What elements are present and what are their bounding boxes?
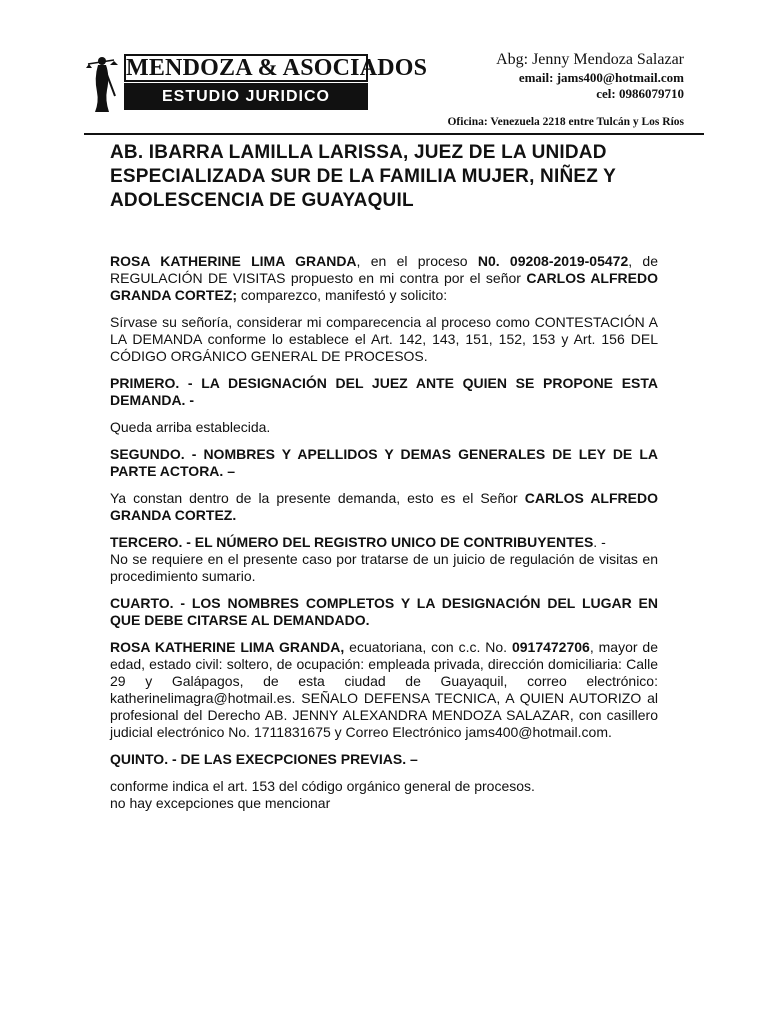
tercero-heading-tail: . -	[593, 534, 606, 550]
firm-subtitle: ESTUDIO JURIDICO	[124, 83, 368, 110]
cuarto-text-2: , mayor de edad, estado civil: soltero, de ocupación: empleada privada, dirección domiciliaria: Calle 29 y Galápagos, de esta ciudad de Guayaquil, correo electrónico: katherinelimagra@hotmail.es. SEÑALO DEFENSA TECNICA, A QUIEN AUTORIZO al profesional del Derecho AB. JENNY ALEXANDRA MENDOZA SALAZAR, con casillero judicial electrónico No. 1711831675 y Correo Electrónico jams400@hotmail.com.	[110, 639, 658, 740]
section-cuarto-heading: CUARTO. - LOS NOMBRES COMPLETOS Y LA DESIGNACIÓN DEL LUGAR EN QUE DEBE CITARSE AL DEMANDADO.	[110, 595, 658, 628]
attorney-phone: cel: 0986079710	[596, 86, 684, 101]
document-body	[110, 141, 658, 812]
contact-block	[496, 50, 684, 102]
intro-text-2: , de REGULACIÓN DE VISITAS propuesto en mi contra por el señor	[110, 253, 658, 286]
firm-name: MENDOZA & ASOCIADOS	[126, 55, 428, 81]
intro-paragraph	[110, 253, 658, 304]
section-tercero-heading	[110, 534, 658, 551]
section-segundo-body	[110, 490, 658, 524]
office-address: Oficina: Venezuela 2218 entre Tulcán y Los Ríos	[447, 116, 684, 128]
opponent-name: CARLOS ALFREDO GRANDA CORTEZ;	[110, 270, 658, 303]
letterhead	[84, 50, 704, 140]
justice-statue-icon	[84, 52, 120, 114]
segundo-name: CARLOS ALFREDO GRANDA CORTEZ.	[110, 490, 658, 523]
case-number: N0. 09208-2019-05472	[477, 253, 629, 269]
document-title: AB. IBARRA LAMILLA LARISSA, JUEZ DE LA UNIDAD ESPECIALIZADA SUR DE LA FAMILIA MUJER, NIÑEZ Y ADOLESCENCIA DE GUAYAQUIL	[110, 142, 616, 211]
segundo-text: Ya constan dentro de la presente demanda, esto es el Señor	[110, 490, 525, 506]
section-primero-body: Queda arriba establecida.	[110, 419, 271, 435]
tercero-heading-text: TERCERO. - EL NÚMERO DEL REGISTRO UNICO DE CONTRIBUYENTES	[110, 534, 594, 550]
cuarto-id-number: 0917472706	[511, 639, 590, 655]
section-cuarto-body	[110, 639, 658, 741]
attorney-name: Abg: Jenny Mendoza Salazar	[496, 51, 684, 68]
section-quinto-line-1: conforme indica el art. 153 del código orgánico general de procesos.	[110, 778, 535, 794]
request-paragraph: Sírvase su señoría, considerar mi comparecencia al proceso como CONTESTACIÓN A LA DEMANDA conforme lo establece el Art. 142, 143, 151, 152, 153 y Art. 156 DEL CÓDIGO ORGÁNICO GENERAL DE PROCESOS.	[110, 314, 658, 364]
intro-text-3: comparezco, manifestó y solicito:	[237, 287, 448, 303]
firm-logo	[84, 50, 428, 114]
intro-text-1: , en el proceso	[356, 253, 478, 269]
section-segundo-heading: SEGUNDO. - NOMBRES Y APELLIDOS Y DEMAS GENERALES DE LEY DE LA PARTE ACTORA. –	[110, 446, 658, 479]
cuarto-name: ROSA KATHERINE LIMA GRANDA,	[110, 639, 345, 655]
header-divider	[84, 133, 704, 135]
attorney-email: email: jams400@hotmail.com	[518, 70, 684, 85]
cuarto-text-1: ecuatoriana, con c.c. No.	[344, 639, 512, 655]
section-primero-heading: PRIMERO. - LA DESIGNACIÓN DEL JUEZ ANTE QUIEN SE PROPONE ESTA DEMANDA. -	[110, 375, 658, 408]
section-quinto-line-2: no hay excepciones que mencionar	[110, 795, 331, 811]
section-quinto-heading: QUINTO. - DE LAS EXECPCIONES PREVIAS. –	[110, 751, 418, 767]
party-name: ROSA KATHERINE LIMA GRANDA	[110, 253, 357, 269]
section-tercero-body: No se requiere en el presente caso por tratarse de un juicio de regulación de visitas en procedimiento sumario.	[110, 551, 658, 584]
